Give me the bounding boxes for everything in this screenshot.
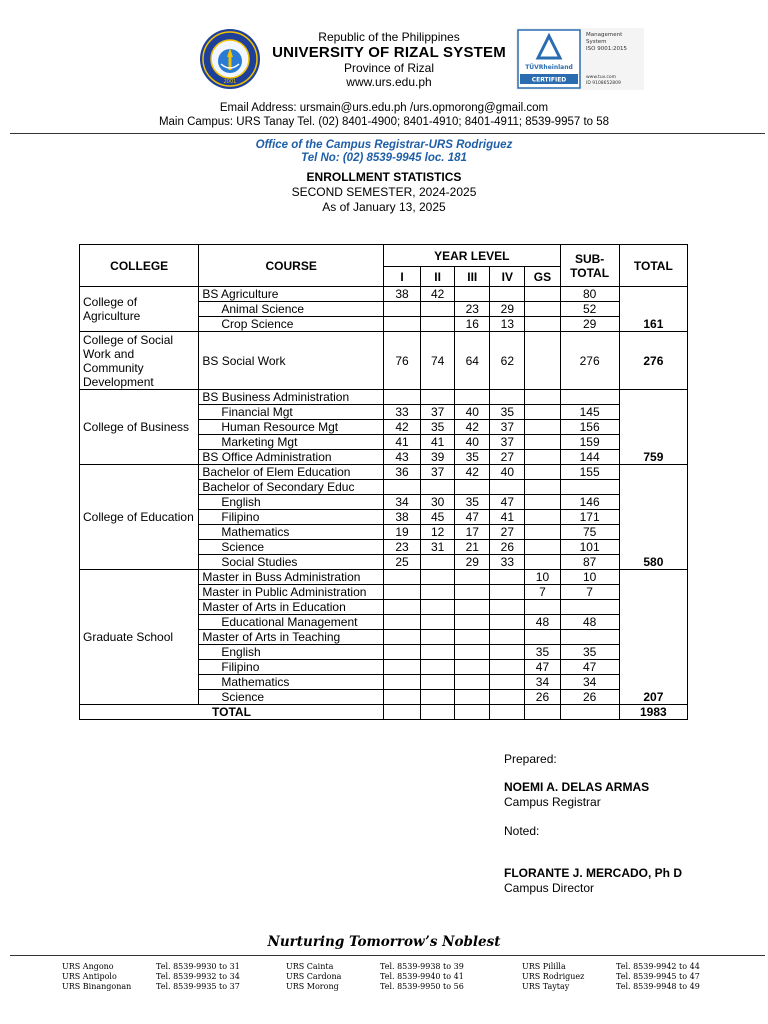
gs-count (525, 405, 560, 420)
year-1-count: 19 (383, 525, 420, 540)
table-row (80, 332, 688, 390)
college-name: College of Education (80, 465, 199, 570)
year-4-count: 41 (490, 510, 525, 525)
college-total-cell (619, 660, 687, 675)
year-3-count: 35 (455, 450, 490, 465)
course-name: Master of Arts in Education (199, 600, 384, 615)
year-3-count: 40 (455, 405, 490, 420)
year-2-count (421, 480, 455, 495)
prepared-block (504, 780, 649, 810)
gs-count (525, 555, 560, 570)
college-total-cell (619, 435, 687, 450)
year-2-count (421, 570, 455, 585)
year-3-count (455, 480, 490, 495)
province-line: Province of Rizal (343, 61, 435, 75)
year-3-count: 47 (455, 510, 490, 525)
college-total-cell (619, 630, 687, 645)
subtotal-value: 10 (560, 570, 619, 585)
header-subtotal: SUB- TOTAL (560, 245, 619, 287)
cert-line-2: System (586, 39, 607, 45)
grand-total-value: 1983 (619, 705, 687, 720)
year-4-count (490, 570, 525, 585)
as-of-date: As of January 13, 2025 (322, 200, 446, 214)
year-3-count: 42 (455, 420, 490, 435)
office-name: Office of the Campus Registrar-URS Rodriguez (255, 139, 513, 151)
college-total-cell (619, 675, 687, 690)
campus-tel: Tel. 8539-9950 to 56 (380, 982, 464, 991)
year-3-count (455, 390, 490, 405)
year-4-count: 40 (490, 465, 525, 480)
course-name: Master of Arts in Teaching (199, 630, 384, 645)
college-total-cell (619, 390, 687, 405)
subtotal-value: 7 (560, 585, 619, 600)
subtotal-value: 146 (560, 495, 619, 510)
campus-tel: Tel. 8539-9932 to 34 (156, 972, 240, 981)
table-row (80, 465, 688, 480)
campus-directory (0, 962, 768, 998)
subtotal-value: 80 (560, 287, 619, 302)
course-name: Animal Science (199, 302, 384, 317)
year-1-count (383, 660, 420, 675)
college-total-cell (619, 645, 687, 660)
noted-label: Noted: (504, 824, 540, 838)
campus-tel: Tel. 8539-9940 to 41 (380, 972, 464, 981)
year-3-count: 35 (455, 495, 490, 510)
document-title: ENROLLMENT STATISTICS (306, 170, 462, 184)
college-total-cell (619, 302, 687, 317)
year-1-count (383, 645, 420, 660)
campus-tel: Tel. 8539-9935 to 37 (156, 982, 240, 991)
year-3-count (455, 660, 490, 675)
cert-line-3: ISO 9001:2015 (586, 46, 628, 52)
year-4-count (490, 690, 525, 705)
campus-name: URS Rodriguez (522, 972, 585, 981)
year-2-count (421, 317, 455, 332)
header-year-1: I (383, 267, 420, 287)
course-name: Social Studies (199, 555, 384, 570)
gs-count: 48 (525, 615, 560, 630)
year-2-count: 12 (421, 525, 455, 540)
year-3-count (455, 675, 490, 690)
course-name: Human Resource Mgt (199, 420, 384, 435)
year-2-count (421, 555, 455, 570)
subtotal-value: 87 (560, 555, 619, 570)
website-line: www.urs.edu.ph (346, 75, 432, 89)
year-1-count (383, 390, 420, 405)
course-name: BS Social Work (199, 332, 384, 390)
header-year-3: III (455, 267, 490, 287)
year-2-count: 37 (421, 465, 455, 480)
enrollment-table (79, 244, 688, 720)
year-2-count: 41 (421, 435, 455, 450)
course-name: Bachelor of Secondary Educ (199, 480, 384, 495)
subtotal-value (560, 480, 619, 495)
year-3-count: 29 (455, 555, 490, 570)
header-divider (10, 133, 765, 134)
year-3-count (455, 615, 490, 630)
college-name: College of Agriculture (80, 287, 199, 332)
college-total-value: 276 (619, 332, 687, 390)
noted-title: Campus Director (504, 881, 595, 895)
course-name: Master in Public Administration (199, 585, 384, 600)
course-name: English (199, 645, 384, 660)
year-4-count: 27 (490, 525, 525, 540)
year-2-count (421, 302, 455, 317)
year-4-count: 26 (490, 540, 525, 555)
gs-count (525, 450, 560, 465)
college-total-value: 759 (619, 450, 687, 465)
year-4-count: 37 (490, 420, 525, 435)
campus-name: URS Morong (286, 982, 339, 991)
college-name: College of Social Work and Community Development (80, 332, 199, 390)
subtotal-value: 35 (560, 645, 619, 660)
gs-count (525, 332, 560, 390)
gs-count (525, 465, 560, 480)
year-1-count: 38 (383, 510, 420, 525)
campus-name: URS Angono (62, 962, 114, 971)
gs-count (525, 540, 560, 555)
gs-count (525, 495, 560, 510)
course-name: BS Office Administration (199, 450, 384, 465)
gs-count (525, 390, 560, 405)
year-1-count (383, 570, 420, 585)
header-college: COLLEGE (80, 245, 199, 287)
campus-name: URS Pililla (522, 962, 566, 971)
college-total-cell (619, 510, 687, 525)
year-2-count: 31 (421, 540, 455, 555)
college-total-value: 207 (619, 690, 687, 705)
campus-tel: Tel. 8539-9930 to 31 (156, 962, 240, 971)
college-total-cell (619, 465, 687, 480)
campus-tel: Tel. 8539-9948 to 49 (616, 982, 700, 991)
year-4-count (490, 615, 525, 630)
course-name: Financial Mgt (199, 405, 384, 420)
header-gs: GS (525, 267, 560, 287)
gs-count: 10 (525, 570, 560, 585)
campus-name: URS Cainta (286, 962, 334, 971)
header-total: TOTAL (619, 245, 687, 287)
college-total-cell (619, 600, 687, 615)
year-4-count (490, 287, 525, 302)
gs-count (525, 287, 560, 302)
year-3-count: 17 (455, 525, 490, 540)
campus-name: URS Antipolo (62, 972, 117, 981)
noted-block (504, 866, 682, 896)
subtotal-value (560, 630, 619, 645)
cert-brand: TÜVRheinland (525, 64, 573, 71)
year-2-count (421, 630, 455, 645)
document-title-block (0, 170, 768, 215)
course-name: BS Agriculture (199, 287, 384, 302)
grand-total-label: TOTAL (80, 705, 384, 720)
year-1-count: 34 (383, 495, 420, 510)
subtotal-value: 276 (560, 332, 619, 390)
year-1-count: 25 (383, 555, 420, 570)
gs-count: 47 (525, 660, 560, 675)
cert-id: ID 9108652809 (586, 81, 621, 86)
year-2-count (421, 645, 455, 660)
subtotal-value: 47 (560, 660, 619, 675)
year-1-count (383, 480, 420, 495)
noted-name: FLORANTE J. MERCADO, Ph D (504, 866, 683, 880)
course-name: Mathematics (199, 675, 384, 690)
subtotal-value (560, 390, 619, 405)
college-total-cell (619, 525, 687, 540)
gs-count: 26 (525, 690, 560, 705)
prepared-label: Prepared: (504, 752, 557, 766)
subtotal-value: 156 (560, 420, 619, 435)
course-name: Science (199, 540, 384, 555)
year-1-count: 42 (383, 420, 420, 435)
gs-count (525, 510, 560, 525)
year-4-count (490, 630, 525, 645)
year-1-count (383, 690, 420, 705)
year-1-count (383, 302, 420, 317)
year-3-count (455, 690, 490, 705)
year-2-count (421, 390, 455, 405)
gs-count (525, 630, 560, 645)
main-campus-line: Main Campus: URS Tanay Tel. (02) 8401-4900; 8401-4910; 8401-4911; 8539-9957 to 58 (158, 116, 610, 128)
campus-name: URS Binangonan (62, 982, 132, 991)
subtotal-value (560, 600, 619, 615)
college-total-value: 161 (619, 317, 687, 332)
college-total-value: 580 (619, 555, 687, 570)
gs-count: 34 (525, 675, 560, 690)
year-3-count: 40 (455, 435, 490, 450)
year-3-count: 21 (455, 540, 490, 555)
year-2-count (421, 615, 455, 630)
college-name: Graduate School (80, 570, 199, 705)
year-4-count (490, 645, 525, 660)
year-1-count: 38 (383, 287, 420, 302)
subtotal-value: 159 (560, 435, 619, 450)
cert-line-1: Management (586, 32, 623, 38)
year-4-count (490, 480, 525, 495)
year-4-count (490, 675, 525, 690)
seal-year: 2001 (223, 79, 237, 85)
college-name: College of Business (80, 390, 199, 465)
year-3-count: 23 (455, 302, 490, 317)
course-name: Bachelor of Elem Education (199, 465, 384, 480)
year-2-count (421, 585, 455, 600)
year-2-count (421, 690, 455, 705)
year-1-count (383, 585, 420, 600)
semester-line: SECOND SEMESTER, 2024-2025 (291, 185, 477, 199)
year-3-count (455, 630, 490, 645)
year-4-count: 29 (490, 302, 525, 317)
motto: Nurturing Tomorrow’s Noblest (267, 934, 501, 950)
table-row (80, 570, 688, 585)
subtotal-value: 75 (560, 525, 619, 540)
tuv-logo-icon (516, 28, 644, 90)
college-total-cell (619, 615, 687, 630)
gs-count (525, 317, 560, 332)
table-row (80, 287, 688, 302)
year-2-count: 74 (421, 332, 455, 390)
course-name: Mathematics (199, 525, 384, 540)
subtotal-value: 34 (560, 675, 619, 690)
prepared-title: Campus Registrar (504, 795, 601, 809)
year-3-count: 64 (455, 332, 490, 390)
campus-tel: Tel. 8539-9942 to 44 (616, 962, 700, 971)
year-2-count: 42 (421, 287, 455, 302)
year-3-count: 16 (455, 317, 490, 332)
gs-count (525, 600, 560, 615)
year-4-count (490, 585, 525, 600)
header-year-level: YEAR LEVEL (383, 245, 560, 267)
subtotal-value: 48 (560, 615, 619, 630)
gs-count (525, 480, 560, 495)
course-name: Educational Management (199, 615, 384, 630)
gs-count (525, 420, 560, 435)
course-name: Filipino (199, 510, 384, 525)
gs-count (525, 302, 560, 317)
college-total-cell (619, 570, 687, 585)
footer-divider (10, 955, 765, 956)
course-name: BS Business Administration (199, 390, 384, 405)
header-year-4: IV (490, 267, 525, 287)
subtotal-value: 26 (560, 690, 619, 705)
college-total-cell (619, 540, 687, 555)
college-total-cell (619, 495, 687, 510)
gs-count: 35 (525, 645, 560, 660)
year-4-count (490, 600, 525, 615)
year-3-count (455, 645, 490, 660)
year-4-count: 35 (490, 405, 525, 420)
year-3-count: 42 (455, 465, 490, 480)
subtotal-value: 144 (560, 450, 619, 465)
year-2-count: 45 (421, 510, 455, 525)
subtotal-value: 155 (560, 465, 619, 480)
campus-name: URS Cardona (286, 972, 342, 981)
office-tel: Tel No: (02) 8539-9945 loc. 181 (301, 152, 467, 164)
college-total-cell (619, 287, 687, 302)
university-name: UNIVERSITY OF RIZAL SYSTEM (272, 44, 506, 61)
cert-url: www.tuv.com (586, 75, 617, 80)
year-2-count: 39 (421, 450, 455, 465)
course-name: Marketing Mgt (199, 435, 384, 450)
year-2-count (421, 660, 455, 675)
year-1-count: 33 (383, 405, 420, 420)
prepared-name: NOEMI A. DELAS ARMAS (504, 780, 650, 794)
course-name: Crop Science (199, 317, 384, 332)
year-4-count: 33 (490, 555, 525, 570)
year-4-count (490, 390, 525, 405)
header-course: COURSE (199, 245, 384, 287)
college-total-cell (619, 420, 687, 435)
year-2-count: 30 (421, 495, 455, 510)
year-1-count (383, 630, 420, 645)
letterhead (264, 30, 514, 89)
campus-name: URS Taytay (522, 982, 570, 991)
course-name: Master in Buss Administration (199, 570, 384, 585)
subtotal-value: 145 (560, 405, 619, 420)
iso-certification-badge (516, 28, 644, 90)
year-1-count: 76 (383, 332, 420, 390)
campus-tel: Tel. 8539-9938 to 39 (380, 962, 464, 971)
college-total-cell (619, 480, 687, 495)
gs-count (525, 525, 560, 540)
year-2-count (421, 600, 455, 615)
year-1-count: 23 (383, 540, 420, 555)
year-4-count: 62 (490, 332, 525, 390)
year-3-count (455, 585, 490, 600)
year-3-count (455, 600, 490, 615)
year-1-count (383, 675, 420, 690)
year-1-count (383, 317, 420, 332)
year-3-count (455, 570, 490, 585)
year-2-count: 35 (421, 420, 455, 435)
year-4-count: 37 (490, 435, 525, 450)
year-1-count: 36 (383, 465, 420, 480)
course-name: Filipino (199, 660, 384, 675)
year-1-count (383, 600, 420, 615)
year-1-count: 43 (383, 450, 420, 465)
gs-count (525, 435, 560, 450)
republic-line: Republic of the Philippines (318, 30, 460, 44)
year-4-count: 13 (490, 317, 525, 332)
campus-tel: Tel. 8539-9945 to 47 (616, 972, 700, 981)
year-4-count: 27 (490, 450, 525, 465)
cert-label: CERTIFIED (531, 76, 567, 84)
gs-count: 7 (525, 585, 560, 600)
subtotal-value: 29 (560, 317, 619, 332)
table-row (80, 390, 688, 405)
year-4-count: 47 (490, 495, 525, 510)
college-total-cell (619, 585, 687, 600)
year-4-count (490, 660, 525, 675)
subtotal-value: 171 (560, 510, 619, 525)
subtotal-value: 101 (560, 540, 619, 555)
year-1-count (383, 615, 420, 630)
college-total-cell (619, 405, 687, 420)
year-2-count (421, 675, 455, 690)
email-line: Email Address: ursmain@urs.edu.ph /urs.opmorong@gmail.com (219, 102, 549, 114)
header-year-2: II (421, 267, 455, 287)
year-2-count: 37 (421, 405, 455, 420)
university-seal-logo (199, 28, 261, 90)
course-name: Science (199, 690, 384, 705)
subtotal-value: 52 (560, 302, 619, 317)
year-1-count: 41 (383, 435, 420, 450)
course-name: English (199, 495, 384, 510)
year-3-count (455, 287, 490, 302)
